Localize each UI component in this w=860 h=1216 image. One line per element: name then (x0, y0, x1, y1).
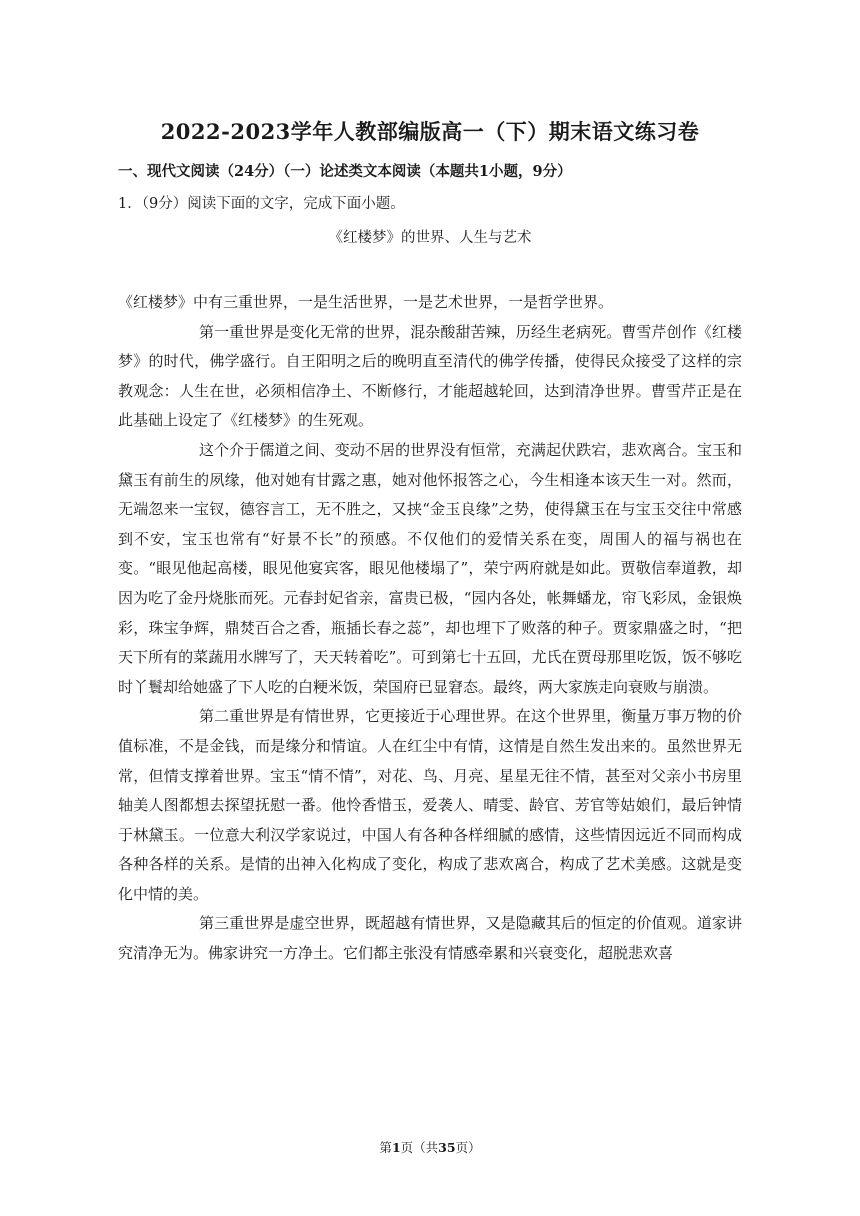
page-total: 35 (438, 1140, 456, 1155)
question-prompt: 1．（9分）阅读下面的文字，完成下面小题。 (118, 196, 405, 212)
section-heading: 一、现代文阅读（24分）（一）论述类文本阅读（本题共1小题，9分） (118, 163, 572, 180)
essay-title: 《红楼梦》的世界、人生与艺术 (328, 230, 532, 246)
paragraph-changing-world: 这个介于儒道之间、变动不居的世界没有恒常，充满起伏跌宕，悲欢离合。宝玉和黛玉有前生的夙缘，他对她有甘露之惠，她对他怀报答之心，今生相逢本该天生一对。然而，无端忽来一宝钗，德容言工，无不胜之，又挟“金玉良缘”之势，使得黛玉在与宝玉交往中常感到不安，宝玉也常有“好景不长”的预感。不仅他们的爱情关系在变，周围人的福与祸也在变。“眼见他起高楼，眼见他宴宾客，眼见他楼塌了”，荣宁两府就是如此。贾敬信奉道教，却因为吃了金丹烧胀而死。元春封妃省亲，富贵已极，“园内各处，帐舞蟠龙，帘飞彩凤，金银焕彩，珠宝争辉，鼎焚百合之香，瓶插长春之蕊”，却也埋下了败落的种子。贾家鼎盛之时，“把天下所有的菜蔬用水牌写了，天天转着吃”。可到第七十五回，尤氏在贾母那里吃饭，饭不够吃时丫鬟却给她盛了下人吃的白粳米饭，荣国府已显窘态。最终，两大家族走向衰败与崩溃。 (118, 440, 742, 696)
footer-prefix: 第 (379, 1140, 392, 1155)
paragraph-first-world: 第一重世界是变化无常的世界，混杂酸甜苦辣，历经生老病死。曹雪芹创作《红楼梦》的时代，佛学盛行。自王阳明之后的晚明直至清代的佛学传播，使得民众接受了这样的宗教观念：人生在世，必须相信净土、不断修行，才能超越轮回，达到清净世界。曹雪芹正是在此基础上设定了《红楼梦》的生死观。 (118, 322, 742, 430)
paragraph-third-world: 第三重世界是虚空世界，既超越有情世界，又是隐藏其后的恒定的价值观。道家讲究清净无为。佛家讲究一方净土。它们都主张没有情感牵累和兴衰变化，超脱悲欢喜 (118, 914, 742, 963)
footer-middle: 页（共 (400, 1140, 439, 1155)
essay-body (118, 288, 742, 969)
footer-suffix: 页） (455, 1140, 481, 1155)
paragraph-second-world: 第二重世界是有情世界，它更接近于心理世界。在这个世界里，衡量万事万物的价值标准，不是金钱，而是缘分和情谊。人在红尘中有情，这情是自然生发出来的。虽然世界无常，但情支撑着世界。宝玉“情不情”，对花、鸟、月亮、星星无往不情，甚至对父亲小书房里轴美人图都想去探望抚慰一番。他怜香惜玉，爱袭人、晴雯、龄官、芳官等姑娘们，最后钟情于林黛玉。一位意大利汉学家说过，中国人有各种各样细腻的感情，这些情因远近不同而构成各种各样的关系。是情的出神入化构成了变化，构成了悲欢离合，构成了艺术美感。这就是变化中情的美。 (118, 707, 742, 903)
document-title: 2022-2023学年人教部编版高一（下）期末语文练习卷 (160, 119, 700, 144)
page-footer (0, 1138, 860, 1156)
paragraph-intro: 《红楼梦》中有三重世界，一是生活世界，一是艺术世界，一是哲学世界。 (118, 293, 614, 311)
page-number: 1 (391, 1140, 401, 1155)
